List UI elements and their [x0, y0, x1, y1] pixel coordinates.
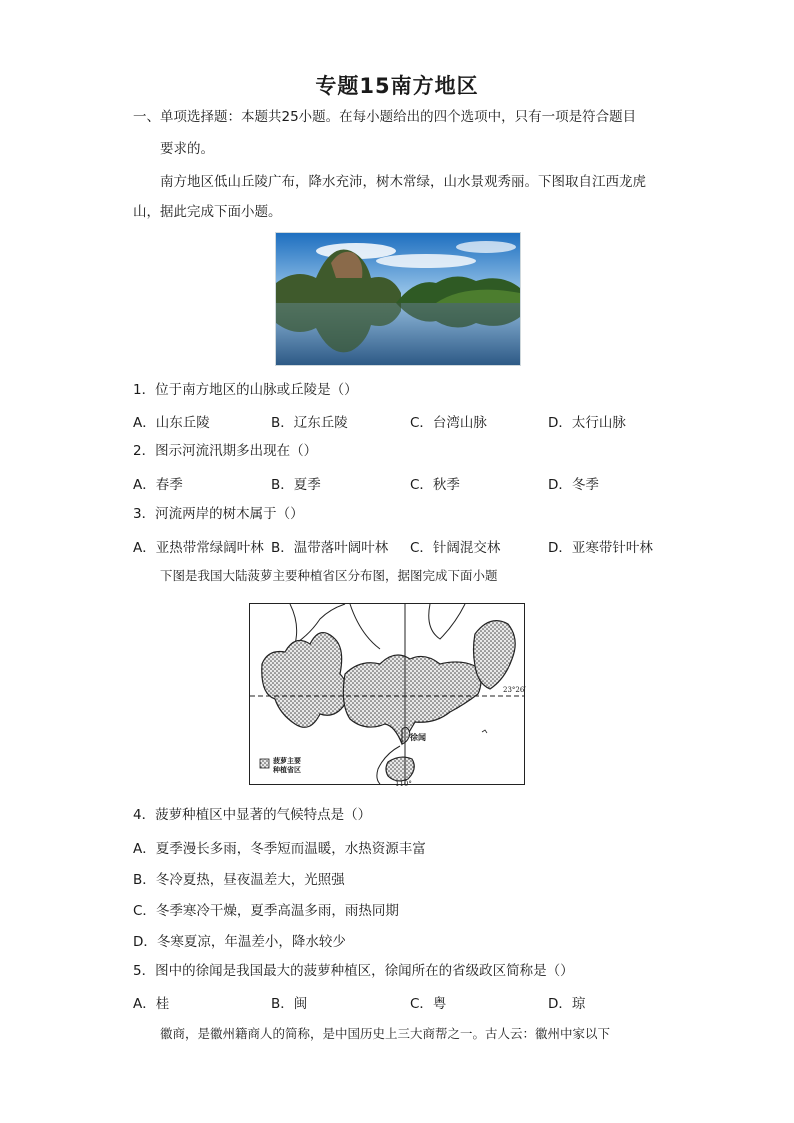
q3-option-b[interactable]: B．温带落叶阔叶林: [271, 540, 389, 556]
q1-option-c[interactable]: C．台湾山脉: [410, 415, 487, 431]
legend-label: [273, 756, 301, 774]
legend-swatch: [260, 759, 269, 768]
q1-option-a[interactable]: A．山东丘陵: [133, 415, 210, 431]
q1-option-d[interactable]: D．太行山脉: [548, 415, 626, 431]
section-header-cont: 要求的。: [160, 141, 214, 157]
question-2: 2．图示河流汛期多出现在（）: [133, 443, 318, 459]
passage-1: 南方地区低山丘陵广布，降水充沛，树木常绿，山水景观秀丽。下图取自江西龙虎: [160, 174, 646, 190]
q5-option-b[interactable]: B．闽: [271, 996, 308, 1012]
question-3: 3．河流两岸的树木属于（）: [133, 506, 304, 522]
q4-option-c[interactable]: C．冬季寒冷干燥，夏季高温多雨，雨热同期: [133, 903, 399, 919]
tropic-label: 23°26′: [503, 686, 526, 694]
q5-option-c[interactable]: C．粤: [410, 996, 447, 1012]
q1-option-b[interactable]: B．辽东丘陵: [271, 415, 348, 431]
q3-option-a[interactable]: A．亚热带常绿阔叶林: [133, 540, 264, 556]
q2-option-d[interactable]: D．冬季: [548, 477, 599, 493]
passage-3: 徽商，是徽州籍商人的简称，是中国历史上三大商帮之一。古人云：徽州中家以下: [160, 1026, 611, 1041]
q5-option-a[interactable]: A．桂: [133, 996, 170, 1012]
pineapple-distribution-map: [249, 603, 526, 788]
q2-option-c[interactable]: C．秋季: [410, 477, 460, 493]
question-1: 1．位于南方地区的山脉或丘陵是（）: [133, 382, 358, 398]
q3-option-c[interactable]: C．针阔混交林: [410, 540, 501, 556]
q4-option-d[interactable]: D．冬寒夏凉，年温差小，降水较少: [133, 934, 346, 950]
xuwen-label: 徐闻: [410, 732, 426, 742]
q4-option-a[interactable]: A．夏季漫长多雨，冬季短而温暖，水热资源丰富: [133, 841, 426, 857]
q5-option-d[interactable]: D．琼: [548, 996, 586, 1012]
meridian-label: 110°: [395, 780, 412, 788]
q4-option-b[interactable]: B．冬冷夏热，昼夜温差大，光照强: [133, 872, 345, 888]
longhu-mountain-photo: [275, 232, 521, 366]
page-title: 专题15南方地区: [315, 74, 479, 98]
passage-1-cont: 山，据此完成下面小题。: [133, 204, 282, 220]
q3-option-d[interactable]: D．亚寒带针叶林: [548, 540, 653, 556]
section-header: 一、单项选择题：本题共25小题。在每小题给出的四个选项中，只有一项是符合题目: [133, 109, 637, 125]
q2-option-b[interactable]: B．夏季: [271, 477, 321, 493]
legend-label-line2: 种植省区: [273, 765, 301, 774]
question-4: 4．菠萝种植区中显著的气候特点是（）: [133, 807, 372, 823]
passage-2: 下图是我国大陆菠萝主要种植省区分布图，据图完成下面小题: [160, 568, 498, 583]
legend-label-line1: 菠萝主要: [273, 756, 301, 765]
q2-option-a[interactable]: A．春季: [133, 477, 183, 493]
question-5: 5．图中的徐闻是我国最大的菠萝种植区，徐闻所在的省级政区简称是（）: [133, 963, 574, 979]
